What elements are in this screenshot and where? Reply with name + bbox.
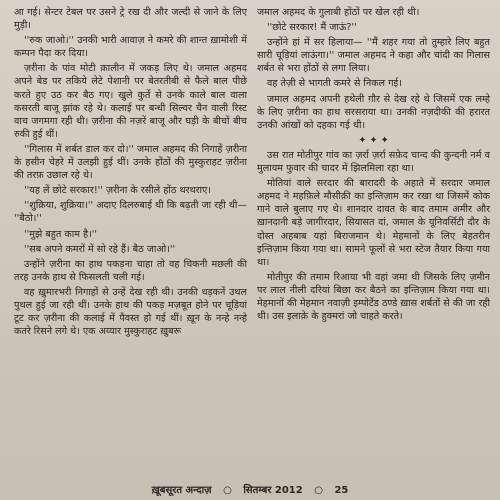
paragraph: उन्होंने हां में सर हिलाया— ''मैं शहर गया तो तुम्हारे लिए बहुत सारी चूड़ियां लाऊंगा।'' जमाल अहमद ने कहा और चांदी का गिलास शर्बत से भरा होंठों से लगा लिया। [257,37,490,75]
footer-bullet: ○ [223,485,232,496]
paragraph: ''रुक जाओ।'' उनकी भारी आवाज़ ने कमरे की शान्त ख़ामोशी में कम्पन पैदा कर दिया। [14,35,247,60]
paragraph: ''शुक्रिया, शुक्रिया।'' अदाए दिलरुबाई थी कि बढ़ती जा रही थी— ''बैठो।'' [14,200,247,225]
article-columns [14,6,490,482]
paragraph: वह तेज़ी से भागती कमरे से निकल गई। [267,78,402,90]
paragraph: ''यह लें छोटे सरकार!'' ज़रीना के रसीले होंठ थरथराए। [24,185,211,197]
paragraph: ''गिलास में शर्बत डाल कर दो।'' जमाल अहमद की निगाहें ज़रीना के हसीन चेहरे में उलझी हुई थीं। उनके होंठों की मुस्कुराहट ज़रीना की तरफ़ उछाल रहे थे। [14,143,247,182]
paragraph: ''मुझे बहुत काम है।'' [24,228,98,240]
paragraph: मोतियां वाले सरदार की बारादरी के अहाते में सरदार जमाल अहमद ने महफ़िले मौसीक़ी का इन्तिज़ाम कर रखा था जिसमें कोक गाने वाले बुलाए गए थे। शानदार दावत के बाद तमाम अमीर और ख़ानदानी बड़े जागीरदार, सियासत दां, जमाल के यूनिवर्सिटी दौर के दोस्त अहबाब यहां बिराजमान थे। मेहमानों के लिए बेहतरीन इन्तिज़ाम किया गया था। सामने फूलों से भरा स्टेज तैयार किया गया था। [257,178,490,268]
section-separator: ✦ ✦ ✦ [358,134,389,146]
paragraph: आ गई। सेन्टर टेबल पर उसने ट्रे रख दी और जल्दी से जाने के लिए मुड़ी। [14,7,247,32]
paragraph: ''सब अपने कमरों में सो रहे हैं। बैठ जाओ।'' [24,243,176,255]
issue-date: सितम्बर 2012 [243,485,303,496]
paragraph: उन्होंने ज़रीना का हाथ पकड़ना चाहा तो वह चिकनी मछली की तरह उनके हाथ से फिसलती चली गई। [14,258,247,283]
paragraph: वह ख़ुमारभरी निगाहों से उन्हें देख रही थी। उनकी धड़कनें उथल पुथल हुई जा रही थीं। उनके हाथ की पकड़ मज़बूत होने पर चूड़ियां टूट कर ज़रीना की कलाई में पैवस्त हो गई थीं। ख़ून के नन्हे नन्हे कतरे रिसने लगे थे। एक अय्यार मुस्कुराहट ख़ुबरू [14,286,247,338]
paragraph: जमाल अहमद अपनी हथेली ग़ौर से देख रहे थे जिसमें एक लम्हे के लिए ज़रीना का हाथ सरसराया था। उनकी नज़दीकी की हरारत उनकी आंखों को दहका गई थी। [257,93,490,131]
paragraph: जमाल अहमद के गुलाबी होंठों पर खेल रही थी। [257,7,420,18]
paragraph: मोतीपुर की तमाम रिआया भी वहां जमा थी जिसके लिए ज़मीन पर लाल नीली दरियां बिछा कर बैठने का इन्तिज़ाम किया गया था। मेहमानों की मेहमान नवाज़ी इम्पोर्टेड ठण्डे ख़ास शर्बतों से की जा रही थी। उस इलाक़े के हुक्मरां जो चाहते करते। [257,271,490,323]
right-column [257,6,490,482]
paragraph: ''छोटे सरकार! मैं जाऊं?'' [267,22,357,34]
page-number: 25 [334,485,349,496]
left-column [14,6,247,482]
footer-bullet-2: ○ [314,485,323,496]
paragraph: ज़रीना के पांव मोटी क़ालीन में जकड़ लिए थे। जमाल अहमद अपने बेड पर तकिये लेटे पेशानी पर बेतरतीबी से फैले बाल पीछे करते हुए उठ कर बैठ गए। खुले कुर्ते से उनके काले बाल वाला कसरती बाजू झांक रहे थे। कलाई पर बन्धी सिल्वर चैन वाली रिस्ट वाच जगमगा रही थी। ज़रीना की नज़रें बाजू और घड़ी के बीचों बीच रुकी हुई थीं। [14,63,247,140]
paragraph: उस रात मोतीपुर गांव का ज़र्रा ज़र्रा सफ़ेद चान्द की कुन्दनी नर्म व मुलायम फुवार की चादर में झिलमिला रहा था। [257,149,490,175]
page-footer [0,482,500,496]
magazine-name: ख़ूबसूरत अन्दाज़ [151,485,212,496]
